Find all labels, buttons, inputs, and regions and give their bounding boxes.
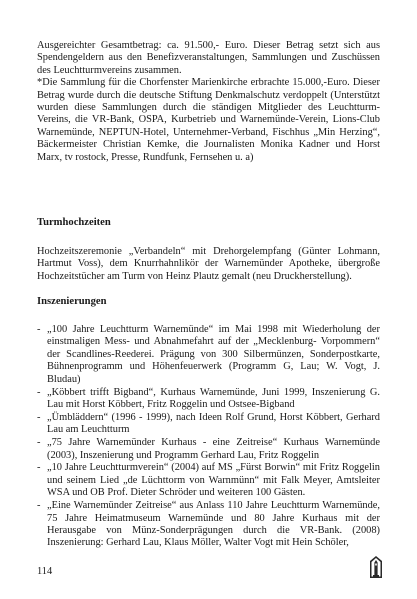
lighthouse-emblem-icon (368, 555, 384, 579)
list-item (37, 412, 380, 437)
section-heading-inszenierungen: Inszenierungen (37, 296, 107, 307)
list-item-text: „10 Jahre Leuchtturmverein“ (2004) auf MS „Fürst Borwin“ mit Fritz Roggelin und seinem Lied „de Lüchttorm von Warnmünn“ mit Falk Meyer, Amtsleiter WSA und OB Prof. Dieter Schröder und weiteren 100 Gästen. (47, 462, 380, 499)
list-item (37, 462, 380, 499)
list-item (37, 324, 380, 386)
section-heading-turmhochzeiten: Turmhochzeiten (37, 217, 111, 228)
bullet-dash: - (37, 500, 41, 512)
list-item-text: „Eine Warnemünder Zeitreise“ aus Anlass 110 Jahre Leuchtturm Warnemünde, 75 Jahre Heimatmuseum Warnemünde und 80 Jahre Kurhaus mit der Herausgabe von Münz-Sonderprägungen durch die VR-Bank. (2008) Inszenierung: Gerhard Lau, Klaus Möller, Walter Vogt mit Hein Schöler, (47, 500, 380, 549)
list-item-text: „Ümbläddern“ (1996 - 1999), nach Ideen Rolf Grund, Horst Köbbert, Gerhard Lau am Leuchtturm (47, 411, 380, 436)
list-item-text: „100 Jahre Leuchtturm Warnemünde“ im Mai 1998 mit Wiederholung der einstmaligen Mess- und Abnahmefahrt auf der „Mecklenburg- Vorpommern“ der Scandlines-Reederei. Prägung von 300 Silbermünzen, Sonderpostkarte, Bühnenprogramm und Höhenfeuerwerk (Programm G, Lau; W. Vogt, J. Bludau) (47, 324, 380, 385)
bullet-dash: - (37, 411, 41, 423)
list-item (37, 500, 380, 550)
list-item (37, 387, 380, 412)
page-number: 114 (37, 566, 53, 577)
list-item-text: „75 Jahre Warnemünder Kurhaus - eine Zeitreise“ Kurhaus Warnemünde (2003), Inszenierung und Programm Gerhard Lau, Fritz Roggelin (47, 437, 380, 461)
bullet-dash: - (37, 386, 41, 398)
bullet-dash: - (37, 462, 41, 474)
list-item (37, 437, 380, 462)
footnote-paragraph: *Die Sammlung für die Chorfenster Marienkirche erbrachte 15.000,-Euro. Dieser Betrag wurde durch die deutsche Stiftung Denkmalschutz verdoppelt (Unterstützt wurden diese Sammlungen durch die ständigen Mitglieder des Leuchtturm-Vereins, die VR-Bank, OSPA, Kurbetrieb und Warnemünde-Verein, Lions-Club Warnemünde, NEPTUN-Hotel, Unternehmer-Verband, Fischhus „Min Herzing“, Bäckermeister Christian Kemke, die Journalisten Monika Kadner und Horst Marx, tv rostock, Presse, Rundfunk, Fernsehen u. a) (37, 77, 380, 163)
turmhochzeiten-paragraph (37, 246, 380, 283)
turmhochzeiten-text: Hochzeitszeremonie „Verbandeln“ mit Drehorgelempfang (Günter Lohmann, Hartmut Voss), dem Knurrhahnlikör der Warnemünder Apotheke, übergroße Hochzeitstücher am Turm von Heinz Plautz gemalt (neu Druckherstellung). (37, 246, 380, 282)
total-amount-paragraph: Ausgereichter Gesamtbetrag: ca. 91.500,- Euro. Dieser Betrag setzt sich aus Spendengeldern aus den Benefizveranstaltungen, Sammlungen und Zuschüssen des Leuchtturmvereins zusammen. (37, 40, 380, 76)
bullet-dash: - (37, 437, 41, 449)
intro-section (37, 40, 380, 164)
bullet-dash: - (37, 324, 41, 335)
inszenierungen-list (37, 324, 380, 550)
list-item-text: „Köbbert trifft Bigband“, Kurhaus Warnemünde, Juni 1999, Inszenierung G. Lau mit Horst Köbbert, Fritz Roggelin und Ostsee-Bigband (47, 386, 380, 410)
